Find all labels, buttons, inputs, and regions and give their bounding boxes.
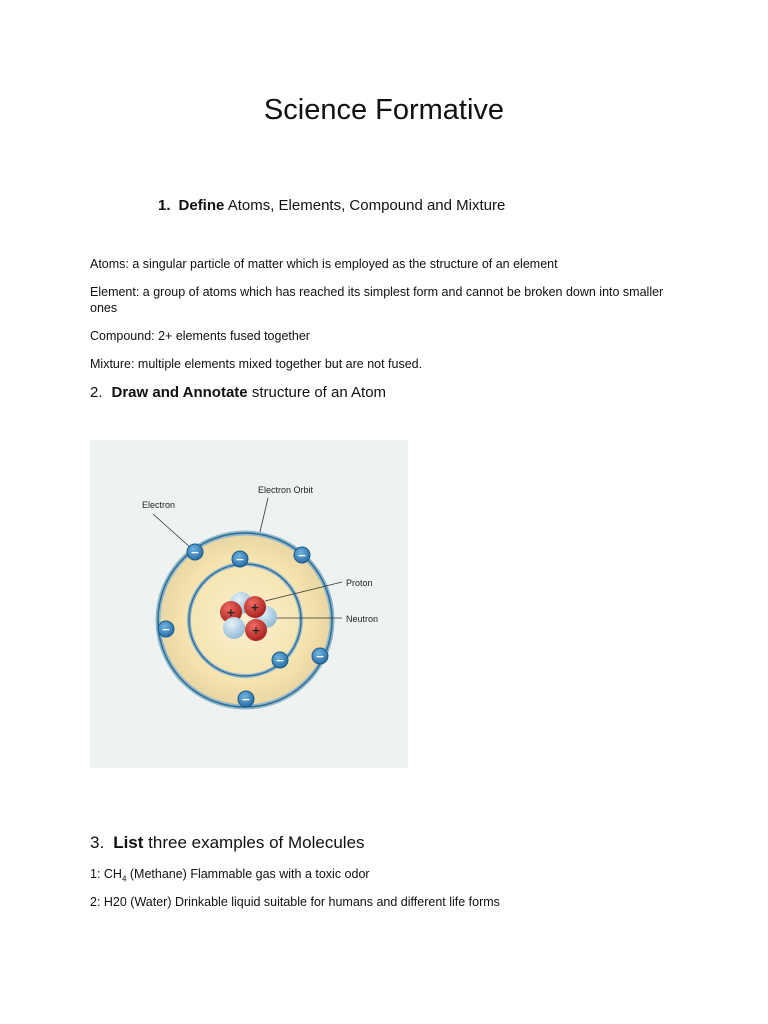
neutron-particle	[223, 617, 245, 639]
page-title: Science Formative	[263, 94, 505, 126]
definition-element: Element: a group of atoms which has reached its simplest form and cannot be broken down into smaller ones	[90, 285, 664, 315]
question-2-heading	[90, 384, 386, 401]
proton-sign: +	[251, 624, 261, 637]
molecule-1-text: (Methane) Flammable gas with a toxic odor	[126, 867, 370, 881]
question-1-heading	[158, 197, 505, 214]
question-2-number: 2.	[90, 384, 103, 401]
molecule-2-text: 2: H20 (Water) Drinkable liquid suitable for humans and different life forms	[90, 895, 500, 909]
question-1-number: 1.	[158, 197, 171, 214]
question-3-keyword: List	[113, 833, 144, 852]
question-3-text: three examples of Molecules	[148, 833, 365, 852]
electron-sign: −	[241, 693, 251, 706]
question-2-text: structure of an Atom	[251, 384, 387, 401]
electron-sign: −	[315, 650, 325, 663]
electron-label: Electron	[142, 500, 176, 510]
molecule-1-prefix: 1: CH	[90, 867, 122, 881]
electron-sign: −	[297, 549, 307, 562]
atom-diagram-svg	[90, 440, 408, 768]
question-2-keyword: Draw and Annotate	[111, 384, 248, 401]
neutron-label: Neutron	[346, 614, 379, 624]
proton-sign: +	[226, 606, 236, 619]
question-3-heading	[90, 833, 365, 853]
molecule-item-2	[90, 894, 500, 910]
electron-sign: −	[190, 546, 200, 559]
electron-orbit-label: Electron Orbit	[258, 485, 314, 495]
question-1-keyword: Define	[178, 197, 225, 214]
orbit-leader-line	[260, 498, 268, 532]
definition-mixture: Mixture: multiple elements mixed together but are not fused.	[90, 357, 423, 371]
definition-atoms: Atoms: a singular particle of matter which is employed as the structure of an element	[90, 257, 558, 271]
proton-sign: +	[250, 601, 260, 614]
electron-sign: −	[235, 553, 245, 566]
question-3-number: 3.	[90, 833, 105, 852]
definition-compound: Compound: 2+ elements fused together	[90, 329, 310, 343]
molecule-1-subscript: 4	[121, 874, 127, 884]
electron-sign: −	[161, 623, 171, 636]
atom-diagram	[90, 440, 408, 768]
proton-label: Proton	[346, 578, 373, 588]
question-1-text: Atoms, Elements, Compound and Mixture	[227, 197, 506, 214]
electron-leader-line	[153, 514, 191, 548]
molecule-item-1	[90, 866, 370, 888]
electron-sign: −	[275, 654, 285, 667]
